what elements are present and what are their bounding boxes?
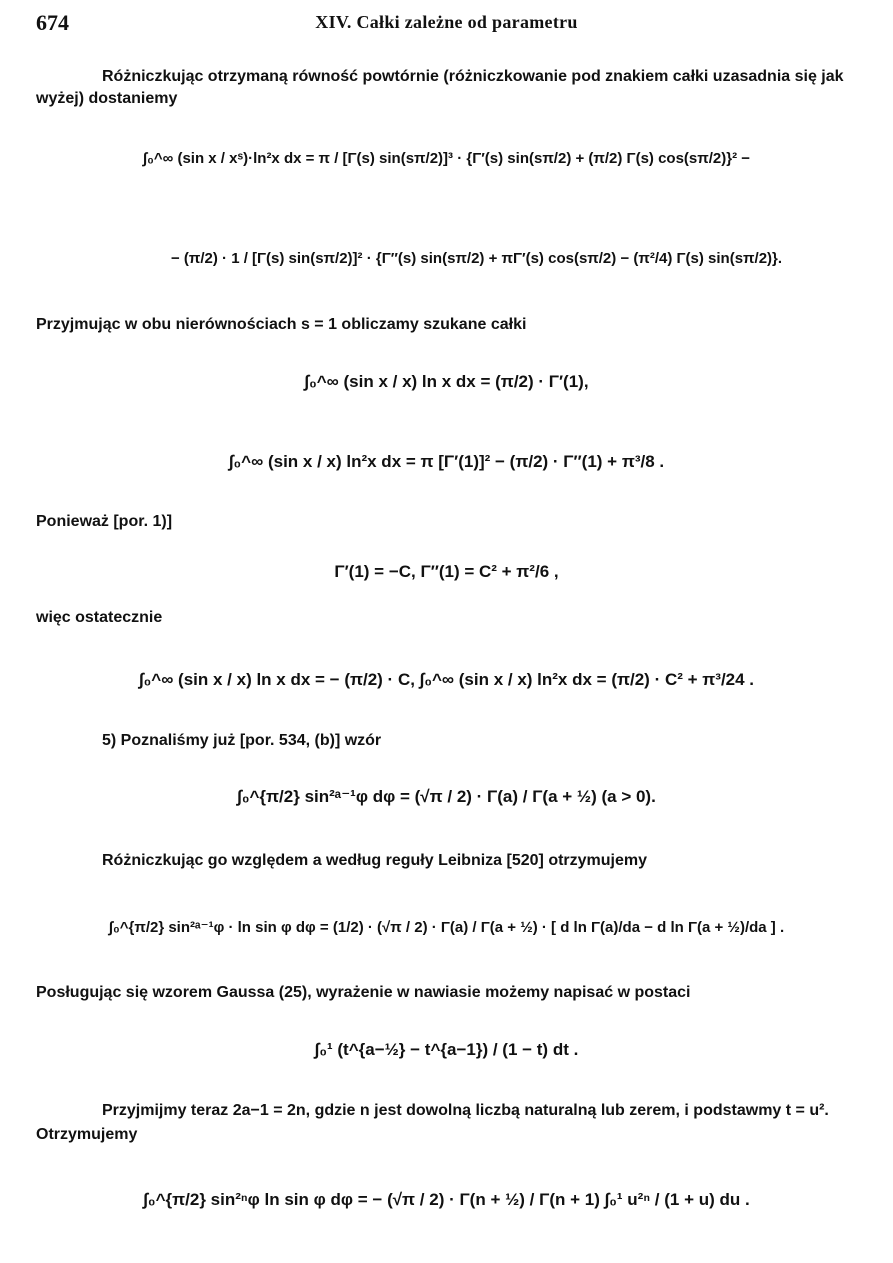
paragraph-8: Przyjmijmy teraz 2a−1 = 2n, gdzie n jest dowolną liczbą naturalną lub zerem, i podstawmy t = u². bbox=[102, 1102, 829, 1119]
formula-2: ∫₀^∞ (sin x / x) ln x dx = (π/2) · Γ′(1), bbox=[304, 372, 589, 391]
paragraph-5: 5) Poznaliśmy już [por. 534, (b)] wzór bbox=[102, 732, 382, 749]
page-number: 674 bbox=[36, 10, 69, 35]
paragraph-2: Przyjmując w obu nierównościach s = 1 obliczamy szukane całki bbox=[36, 316, 527, 333]
formula-1a: ∫₀^∞ (sin x / xˢ)·ln²x dx = π / [Γ(s) sin(sπ/2)]³ · {Γ′(s) sin(sπ/2) + (π/2) Γ(s) cos(sπ/2)}² − bbox=[142, 150, 751, 167]
formula-1b: − (π/2) · 1 / [Γ(s) sin(sπ/2)]² · {Γ″(s) sin(sπ/2) + πΓ′(s) cos(sπ/2) − (π²/4) Γ(s) sin(sπ/2)}. bbox=[170, 250, 783, 267]
formula-3: ∫₀^∞ (sin x / x) ln²x dx = π [Γ′(1)]² − (π/2) · Γ″(1) + π³/8 . bbox=[228, 452, 665, 471]
formula-5: ∫₀^∞ (sin x / x) ln x dx = − (π/2) · C, ∫₀^∞ (sin x / x) ln²x dx = (π/2) · C² + π³/24 . bbox=[138, 670, 755, 689]
paragraph-9: Otrzymujemy bbox=[36, 1126, 138, 1143]
paragraph-7: Posługując się wzorem Gaussa (25), wyrażenie w nawiasie możemy napisać w postaci bbox=[36, 984, 691, 1001]
formula-9: ∫₀^{π/2} sin²ⁿφ ln sin φ dφ = − (√π / 2) · Γ(n + ½) / Γ(n + 1) ∫₀¹ u²ⁿ / (1 + u) du . bbox=[143, 1190, 750, 1209]
formula-6: ∫₀^{π/2} sin²ᵃ⁻¹φ dφ = (√π / 2) · Γ(a) / Γ(a + ½) (a > 0). bbox=[237, 787, 656, 806]
paragraph-6: Różniczkując go względem a według reguły Leibniza [520] otrzymujemy bbox=[102, 852, 648, 869]
formula-7: ∫₀^{π/2} sin²ᵃ⁻¹φ · ln sin φ dφ = (1/2) · (√π / 2) · Γ(a) / Γ(a + ½) · [ d ln Γ(a)/da − d ln Γ(a + ½)/da ] . bbox=[108, 919, 785, 936]
running-title: XIV. Całki zależne od parametru bbox=[315, 12, 578, 32]
paragraph-4: więc ostatecznie bbox=[36, 609, 163, 626]
formula-4: Γ′(1) = −C, Γ″(1) = C² + π²/6 , bbox=[334, 562, 559, 581]
paragraph-1: Różniczkując otrzymaną równość powtórnie (różniczkowanie pod znakiem całki uzasadnia się jak wyżej) dostaniemy bbox=[36, 68, 844, 107]
page-header bbox=[0, 10, 893, 38]
paragraph-3: Ponieważ [por. 1)] bbox=[36, 513, 173, 530]
formula-8: ∫₀¹ (t^{a−½} − t^{a−1}) / (1 − t) dt . bbox=[314, 1040, 579, 1059]
